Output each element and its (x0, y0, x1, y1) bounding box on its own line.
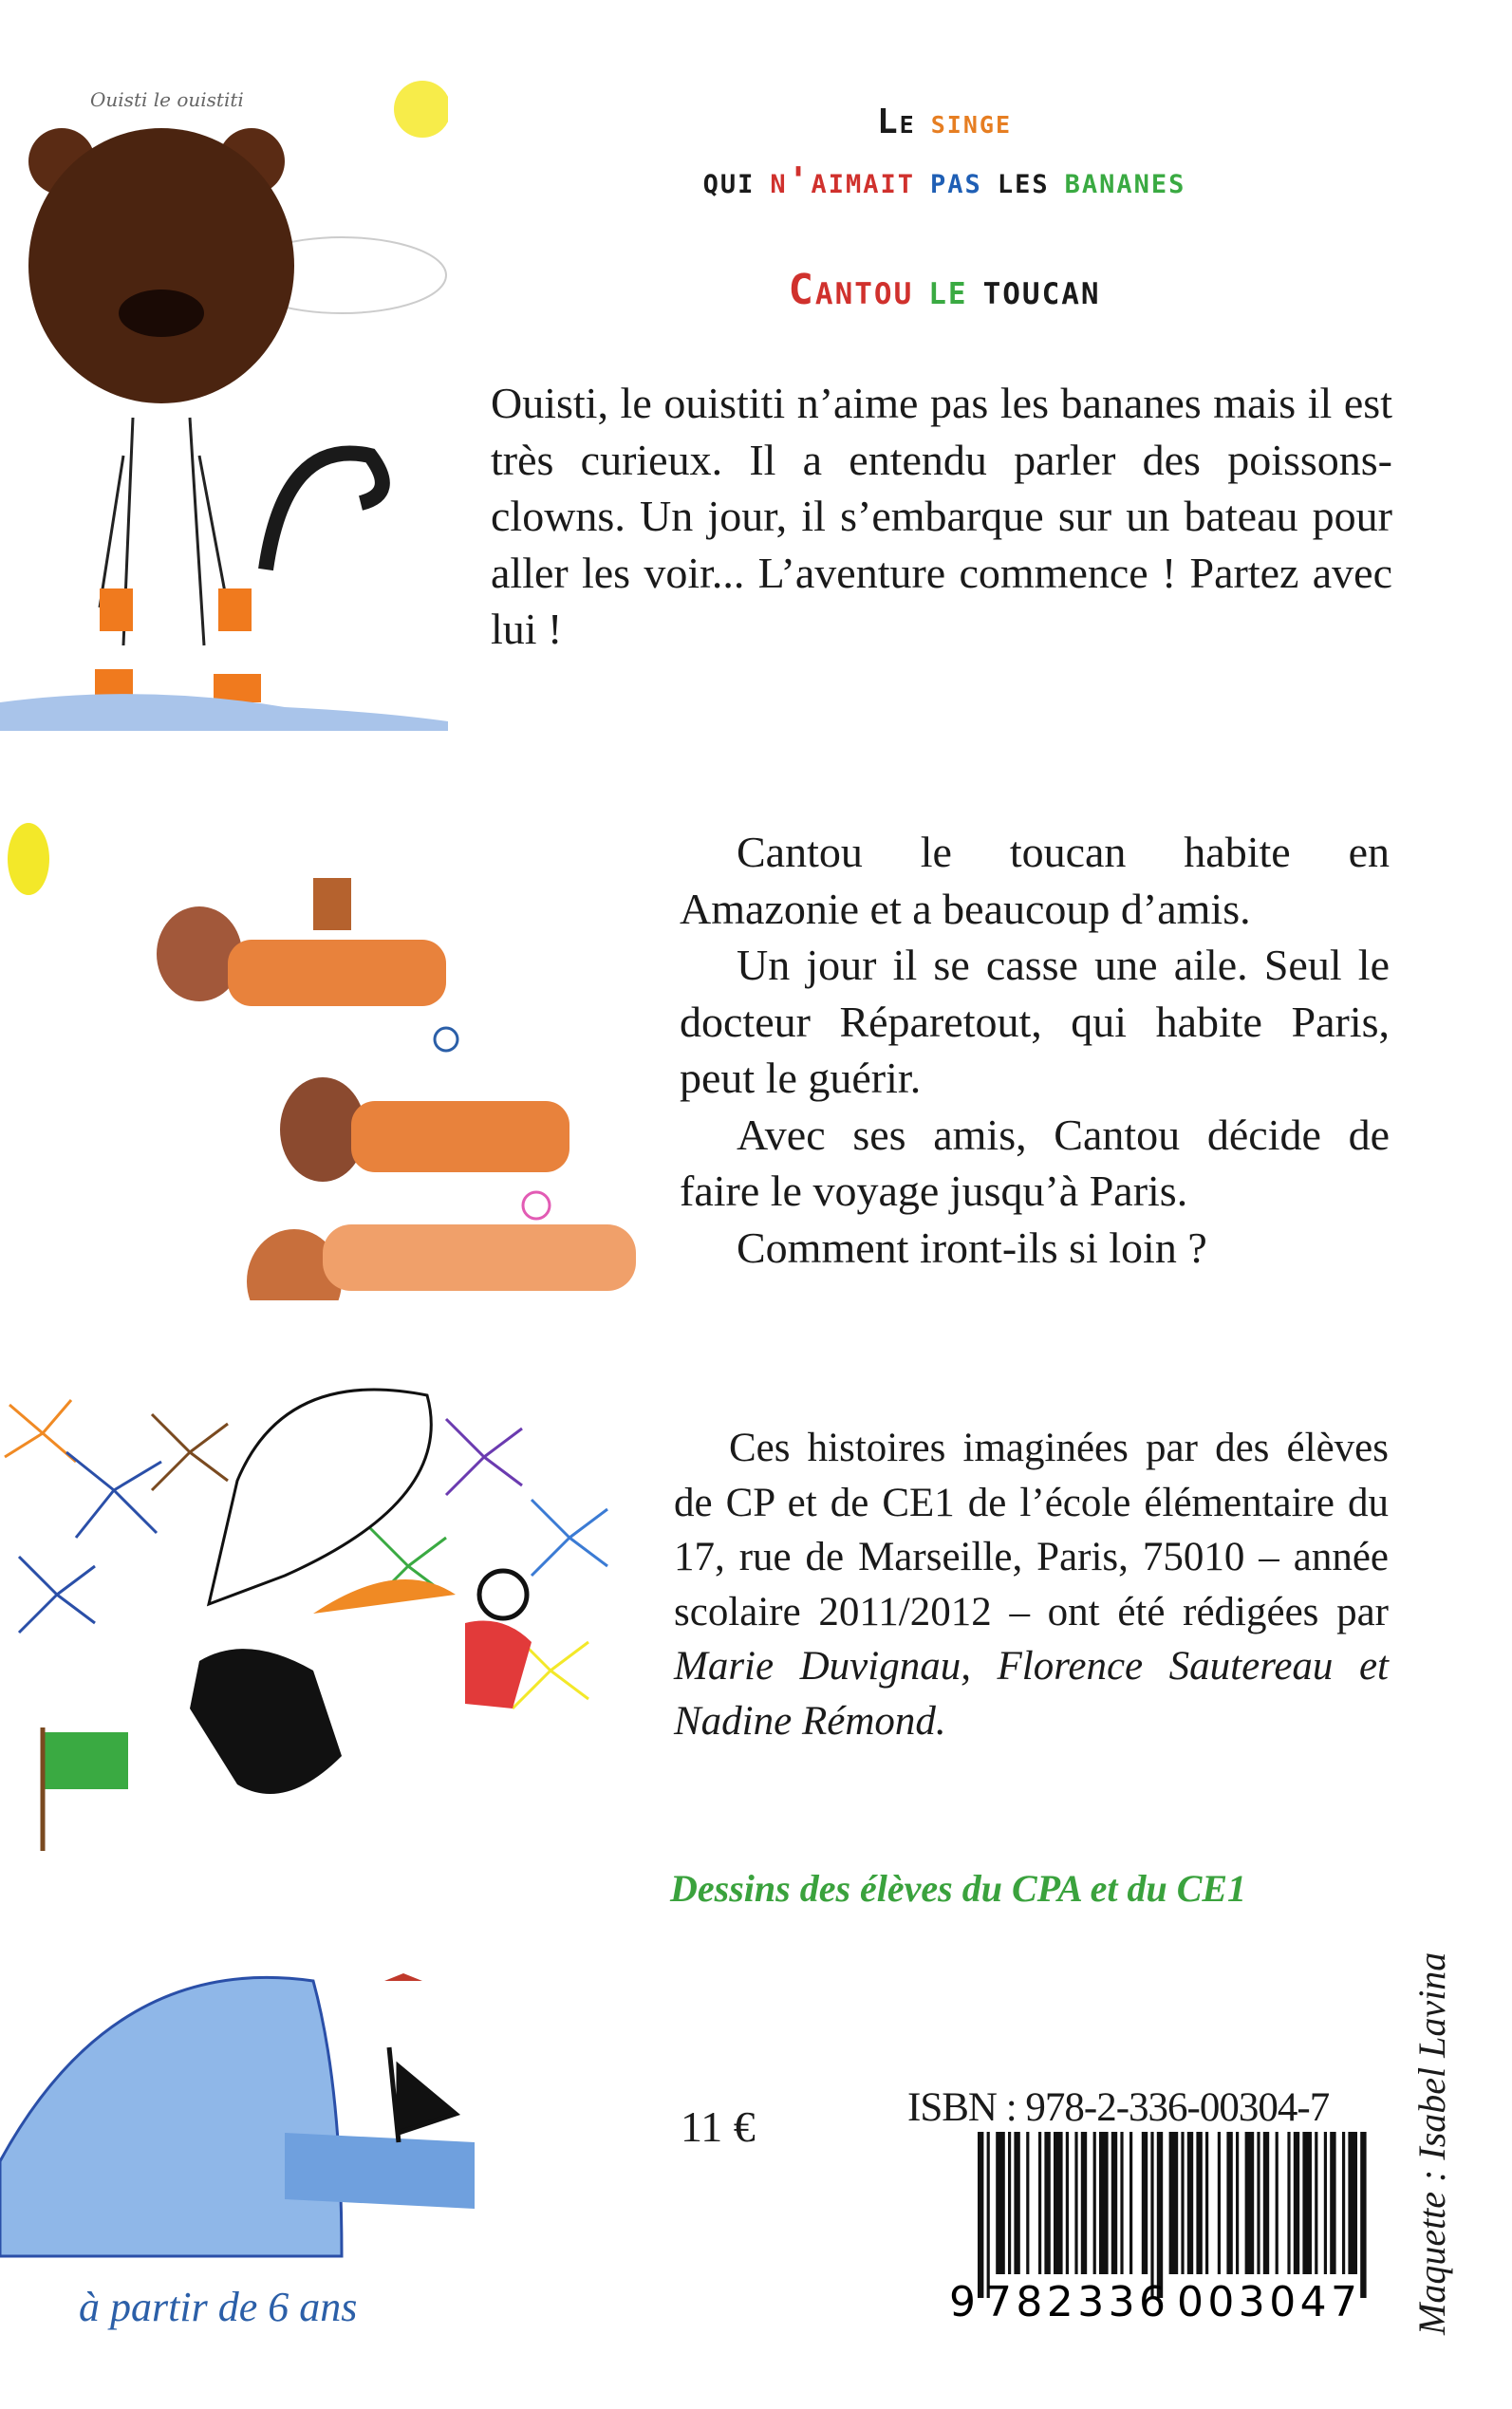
isbn: ISBN : 978-2-336-00304-7 (907, 2085, 1330, 2130)
age-recommendation: à partir de 6 ans (79, 2284, 358, 2330)
barcode-digits-right: 003047 (1177, 2278, 1357, 2322)
barcode-bar (1342, 2132, 1345, 2274)
paragraph-credits (674, 1421, 1389, 1748)
title-word: Le (877, 103, 916, 141)
barcode-bar (1263, 2132, 1269, 2274)
title-cantou-le-toucan (446, 266, 1443, 314)
barcode-bar (1226, 2132, 1232, 2274)
barcode-bar (1236, 2132, 1239, 2274)
title-word: qui (702, 159, 756, 201)
barcode (949, 2132, 1376, 2322)
barcode-bar (1360, 2132, 1366, 2298)
barcode-bar (1181, 2132, 1184, 2274)
barcode-bar (1348, 2132, 1357, 2274)
barcode-bar (1066, 2132, 1069, 2274)
barcode-bar (1014, 2132, 1019, 2274)
barcode-bar (1026, 2132, 1029, 2274)
monkey-drawing (0, 76, 448, 731)
paragraph-line: Comment iront-ils si loin ? (737, 1223, 1207, 1272)
title-word: bananes (1064, 159, 1186, 201)
barcode-bar (1081, 2132, 1087, 2274)
fireworks-drawing (0, 1376, 631, 1856)
barcode-digits-left: 782336 (985, 2278, 1166, 2322)
barcode-bar (1142, 2132, 1148, 2274)
title-word: Cantou (788, 266, 914, 314)
authors: Marie Duvignau, Florence Sautereau et Nadine Rémond. (674, 1644, 1389, 1744)
paragraph-cantou (680, 824, 1390, 1276)
barcode-bar (1205, 2132, 1208, 2274)
paragraph-line: Cantou le toucan habite en Amazonie et a beaucoup d’amis. (680, 828, 1390, 933)
drawing-caption: Ouisti le ouistiti (90, 88, 244, 111)
barcode-bar (1294, 2132, 1299, 2274)
title-word: les (997, 159, 1050, 201)
paragraph-le-singe: Ouisti, le ouistiti n’aime pas les bananes mais il est très curieux. Il a entendu parler des poissons-clowns. Un jour, il s’embarque sur un bateau pour aller les voir... L’aventure commence ! Partez avec lui ! (491, 379, 1392, 653)
barcode-bar (1169, 2132, 1179, 2274)
barcode-bar (1111, 2132, 1117, 2274)
title-word: toucan (982, 266, 1101, 314)
barcode-bar (1093, 2132, 1096, 2274)
barcode-bar (1302, 2132, 1312, 2274)
title-word: singe (930, 103, 1012, 141)
barcode-bar (987, 2132, 990, 2298)
barcode-bar (1157, 2132, 1163, 2298)
barcode-bar (1150, 2132, 1153, 2298)
barcode-bar (1044, 2132, 1050, 2274)
paragraph-line: Un jour il se casse une aile. Seul le docteur Réparetout, qui habite Paris, peut le guérir. (680, 941, 1390, 1102)
title-qui-naimait-pas-les-bananes (446, 159, 1443, 201)
lions-drawing (0, 816, 645, 1300)
barcode-bar (1330, 2132, 1335, 2274)
price: 11 € (681, 2102, 756, 2151)
barcode-bar (1276, 2132, 1279, 2274)
barcode-bar (1099, 2132, 1109, 2274)
barcode-bars (978, 2132, 1367, 2298)
barcode-bar (1324, 2132, 1327, 2274)
barcode-bar (1054, 2132, 1063, 2274)
barcode-bar (1074, 2132, 1077, 2274)
whale-drawing (0, 1943, 494, 2266)
barcode-bar (1008, 2132, 1011, 2274)
barcode-bar (1187, 2132, 1193, 2274)
barcode-bar (1245, 2132, 1255, 2274)
barcode-bar (1196, 2132, 1202, 2274)
barcode-bar (1257, 2132, 1260, 2274)
barcode-digit-first: 9 (949, 2278, 976, 2322)
paragraph-line: Avec ses amis, Cantou décide de faire le voyage jusqu’à Paris. (680, 1110, 1390, 1215)
barcode-bar (996, 2132, 1005, 2274)
title-word: n'aimait (770, 159, 916, 201)
credits-text: Ces histoires imaginées par des élèves de CP et de CE1 de l’école élémentaire du 17, rue de Marseille, Paris, 75010 – année scolaire 2011/2012 – ont été rédigées par (674, 1426, 1389, 1634)
title-le-singe (446, 103, 1443, 141)
barcode-bar (1287, 2132, 1290, 2274)
barcode-bar (1038, 2132, 1041, 2274)
layout-credit: Maquette : Isabel Lavina (1410, 1951, 1453, 2335)
barcode-bar (1120, 2132, 1123, 2274)
barcode-bar (1129, 2132, 1132, 2274)
illustrations-credit: Dessins des élèves du CPA et du CE1 (670, 1867, 1247, 1910)
title-word: pas (930, 159, 982, 201)
barcode-bar (1218, 2132, 1221, 2274)
barcode-bar (978, 2132, 983, 2298)
barcode-bar (1315, 2132, 1317, 2274)
title-word: le (928, 266, 968, 314)
